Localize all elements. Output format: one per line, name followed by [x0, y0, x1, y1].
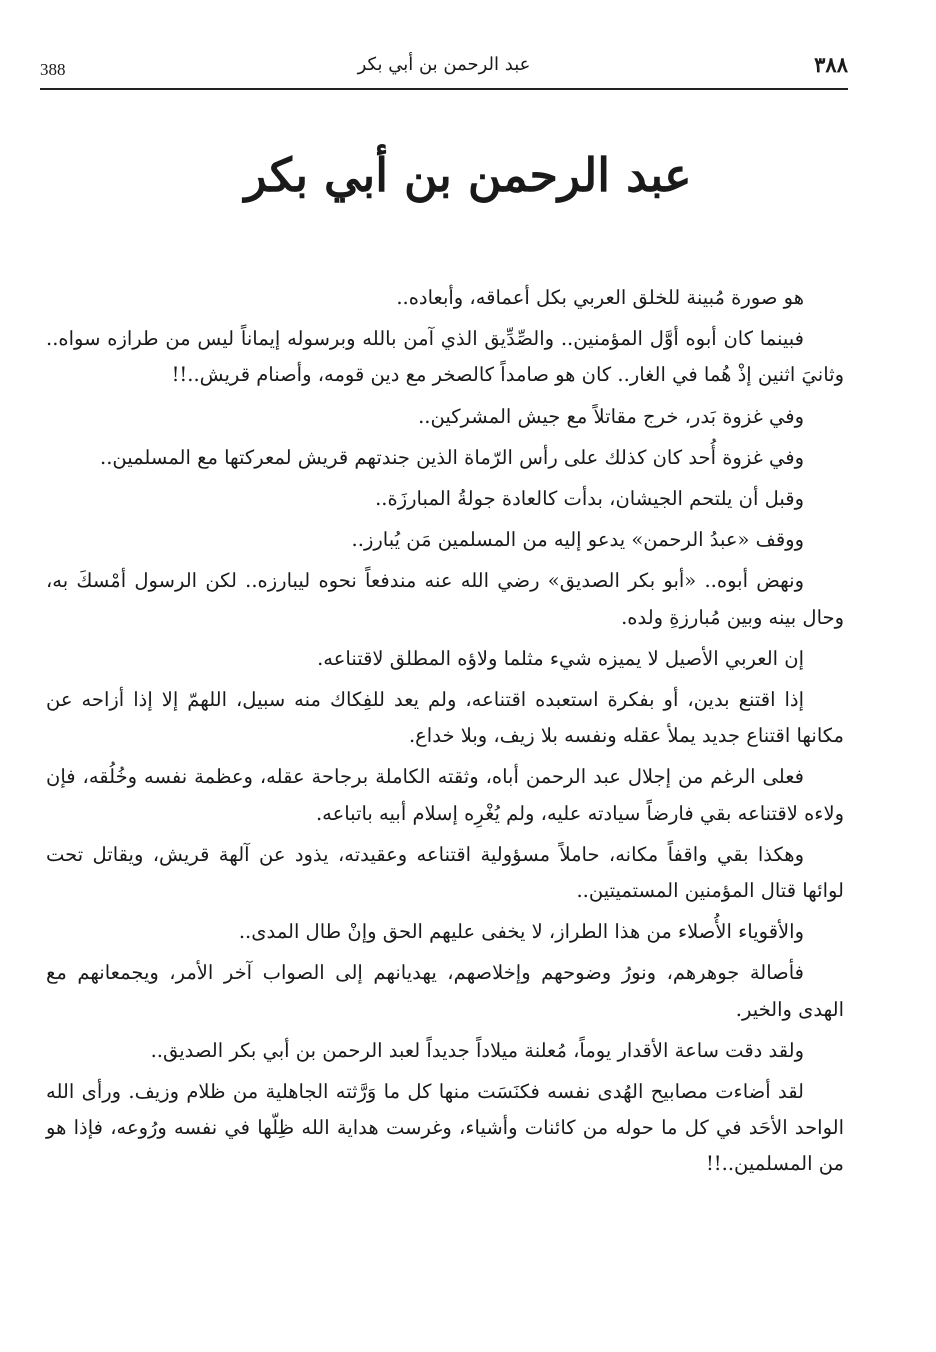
page-number-latin: 388 — [40, 60, 66, 79]
paragraph: وفي غزوة أُحد كان كذلك على رأس الرّماة الذين جندتهم قريش لمعركتها مع المسلمين.. — [100, 445, 804, 469]
paragraph: وقبل أن يلتحم الجيشان، بدأت كالعادة جولةُ المبارزَة.. — [375, 487, 804, 511]
paragraph: ونهض أبوه.. «أبو بكر الصديق» رضي الله عنه مندفعاً نحوه ليبارزه.. لكن الرسول أمْسكَ به، وحال بينه وبين مُبارزةِ ولده. — [46, 569, 844, 629]
paragraph: فبينما كان أبوه أوَّل المؤمنين.. والصِّدِّيق الذي آمن بالله وبرسوله إيماناً ليس من طرازه سواه.. وثانيَ اثنين إذْ هُما في الغار.. كان هو صامداً كالصخر مع دين قومه، وأصنام قريش..!! — [46, 327, 844, 387]
running-title: عبد الرحمن بن أبي بكر — [357, 54, 531, 75]
paragraph: فعلى الرغم من إجلال عبد الرحمن أباه، وثقته الكاملة برجاحة عقله، وعظمة نفسه وخُلُقه، فإن ولاءه لاقتناعه بقي فارضاً سيادته عليه، ولم يُغْرِه إسلام أبيه باتباعه. — [46, 765, 844, 825]
body-text — [46, 280, 844, 1188]
paragraph: فأصالة جوهرهم، ونورُ وضوحهم وإخلاصهم، يهديانهم إلى الصواب آخر الأمر، ويجمعانهم مع الهدى والخير. — [46, 961, 844, 1021]
paragraph: هو صورة مُبينة للخلق العربي بكل أعماقه، وأبعاده.. — [396, 286, 804, 309]
paragraph: وفي غزوة بَدر، خرج مقاتلاً مع جيش المشركين.. — [418, 404, 804, 428]
paragraph: لقد أضاءت مصابيح الهُدى نفسه فكنَسَت منها كل ما وَرَّثته الجاهلية من ظلام وزيف. ورأى الله الواحد الأحَد في كل ما حوله من كائنات وأشياء، وغرست هداية الله ظِلّها في نفسه ورُوعه، فإذا هو من المسلمين..!! — [46, 1080, 844, 1176]
paragraph: إن العربي الأصيل لا يميزه شيء مثلما ولاؤه المطلق لاقتناعه. — [317, 646, 804, 670]
paragraph: ووقف «عبدُ الرحمن» يدعو إليه من المسلمين مَن يُبارز.. — [351, 528, 804, 552]
chapter-title: عبد الرحمن بن أبي بكر — [244, 148, 692, 202]
paragraph: إذا اقتنع بدين، أو بفكرة استعبده اقتناعه، ولم يعد للفِكاك منه سبيل، اللهمّ إلا إذا أزاحه عن مكانها اقتناع جديد يملأ عقله ونفسه بلا زيف، وبلا خداع. — [46, 688, 844, 748]
paragraph: ولقد دقت ساعة الأقدار يوماً، مُعلنة ميلاداً جديداً لعبد الرحمن بن أبي بكر الصديق.. — [150, 1038, 804, 1062]
paragraph: وهكذا بقي واقفاً مكانه، حاملاً مسؤولية اقتناعه وعقيدته، يذود عن آلهة قريش، ويقاتل تحت لوائها قتال المؤمنين المستميتين.. — [46, 842, 844, 903]
page-header — [40, 50, 848, 90]
page-number-arabic: ٣٨٨ — [814, 52, 848, 77]
paragraph: والأقوياء الأُصلاء من هذا الطراز، لا يخفى عليهم الحق وإنْ طال المدى.. — [238, 920, 804, 944]
